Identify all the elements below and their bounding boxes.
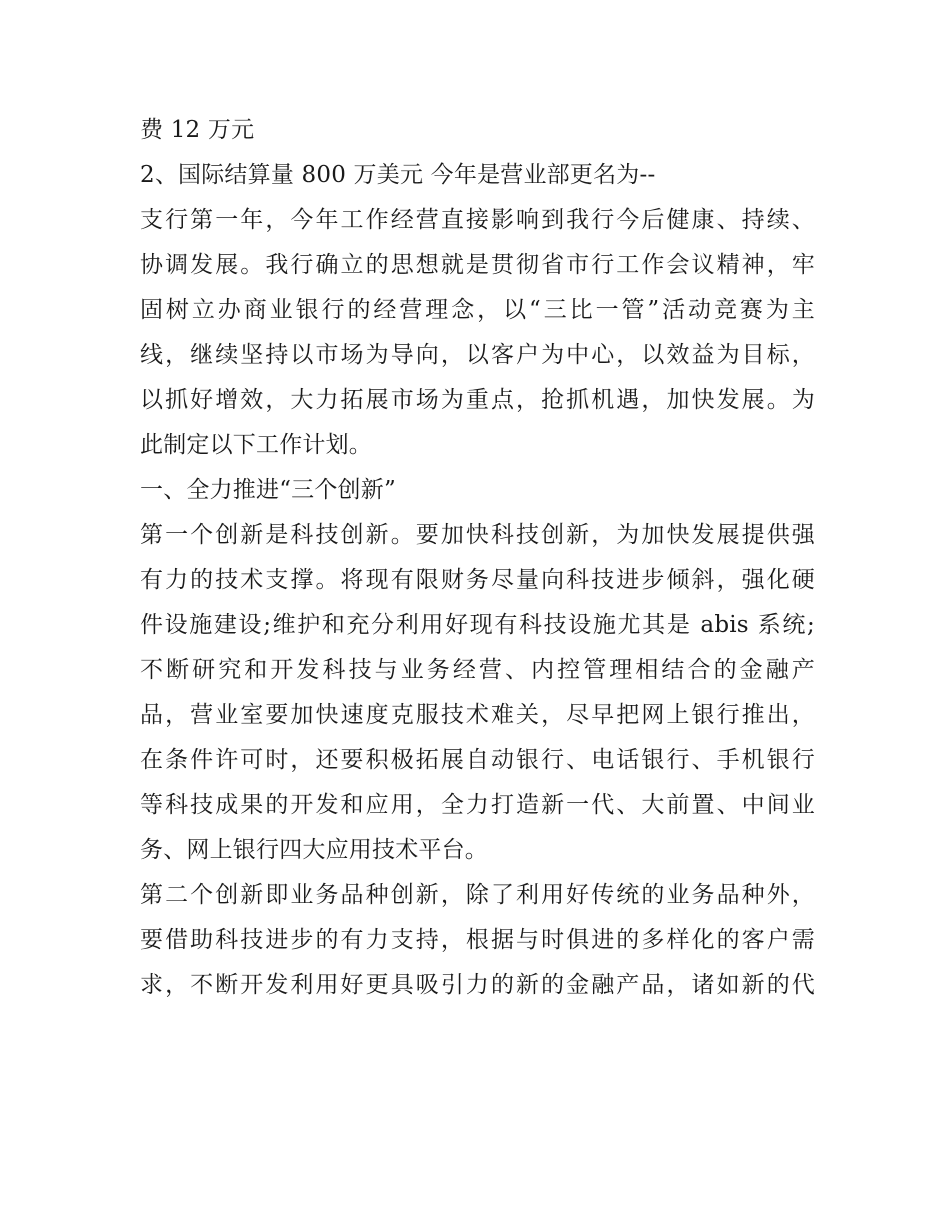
document-body xyxy=(140,108,815,1008)
text-line: 务、网上银行四大应用技术平台。 xyxy=(140,837,488,863)
text-line: 固树立办商业银行的经营理念，以“三比一管”活动竞赛为主 xyxy=(140,297,815,323)
text-line: 求，不断开发利用好更具吸引力的新的金融产品，诸如新的代 xyxy=(140,972,815,998)
text-line: 第二个创新即业务品种创新，除了利用好传统的业务品种外， xyxy=(140,882,815,908)
text-line: 有力的技术支撑。将现有限财务尽量向科技进步倾斜，强化硬 xyxy=(140,567,815,593)
text-line: 支行第一年，今年工作经营直接影响到我行今后健康、持续、 xyxy=(140,207,815,233)
section-heading: 一、全力推进“三个创新” xyxy=(140,477,396,503)
text-line: 费 12 万元 xyxy=(140,117,255,143)
text-line: 件设施建设;维护和充分利用好现有科技设施尤其是 abis 系统; xyxy=(140,612,815,638)
text-line: 品，营业室要加快速度克服技术难关，尽早把网上银行推出， xyxy=(140,702,815,728)
text-line: 此制定以下工作计划。 xyxy=(140,432,372,458)
text-line: 要借助科技进步的有力支持，根据与时俱进的多样化的客户需 xyxy=(140,927,815,953)
text-line: 线，继续坚持以市场为导向，以客户为中心，以效益为目标， xyxy=(140,342,815,368)
text-line: 2、国际结算量 800 万美元 今年是营业部更名为-- xyxy=(140,162,656,188)
text-line: 在条件许可时，还要积极拓展自动银行、电话银行、手机银行 xyxy=(140,747,815,773)
text-line: 协调发展。我行确立的思想就是贯彻省市行工作会议精神，牢 xyxy=(140,252,815,278)
text-line: 等科技成果的开发和应用，全力打造新一代、大前置、中间业 xyxy=(140,792,815,818)
text-line: 第一个创新是科技创新。要加快科技创新，为加快发展提供强 xyxy=(140,522,815,548)
text-line: 不断研究和开发科技与业务经营、内控管理相结合的金融产 xyxy=(140,657,815,683)
text-line: 以抓好增效，大力拓展市场为重点，抢抓机遇，加快发展。为 xyxy=(140,387,815,413)
